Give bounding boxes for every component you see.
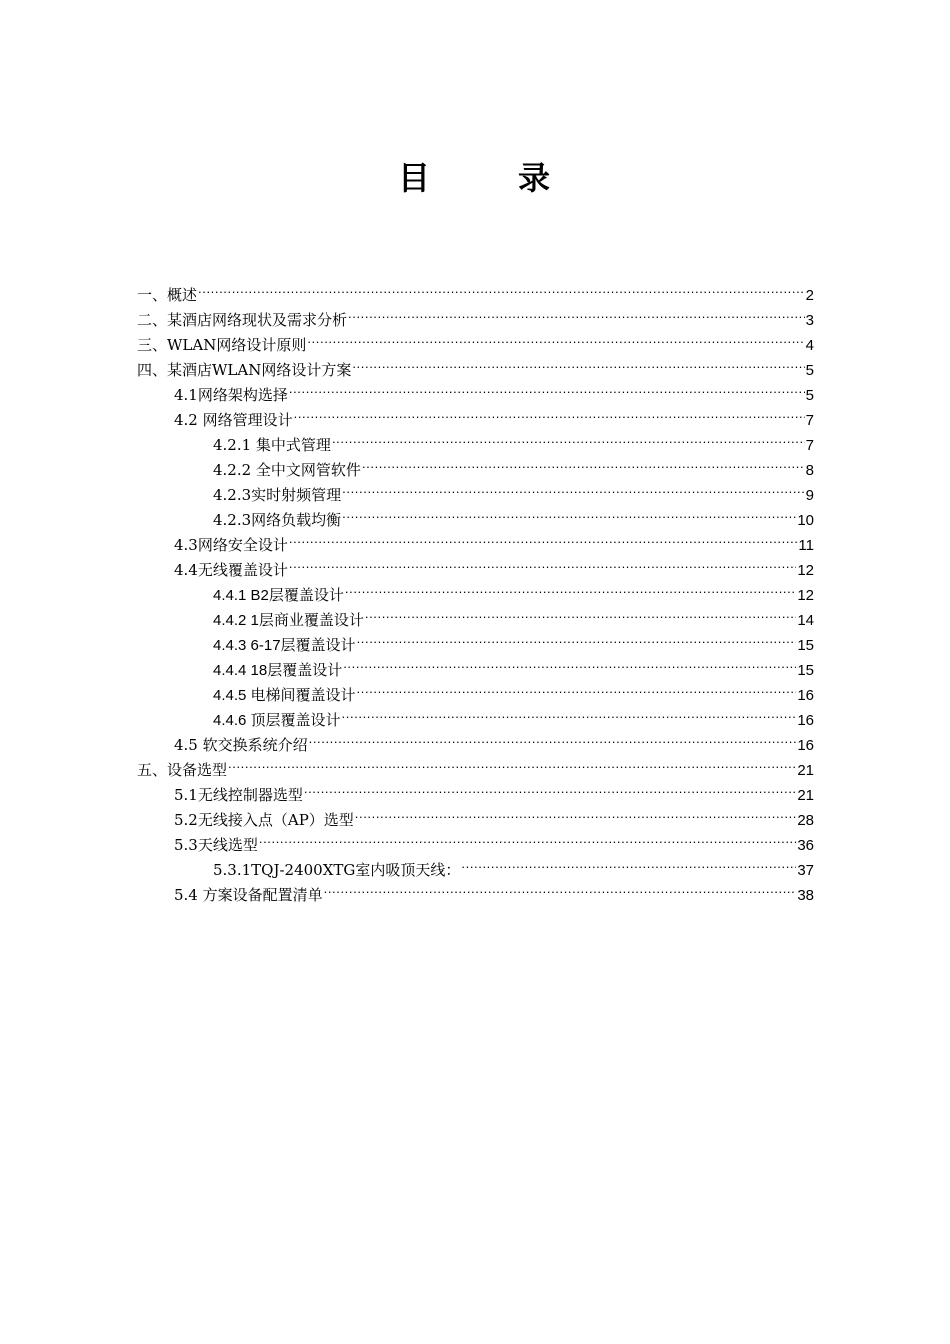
toc-dot-leader — [259, 825, 796, 850]
toc-entry-label: 4.2.2 全中文网管软件 — [213, 461, 361, 479]
toc-dot-leader — [357, 625, 797, 650]
toc-dot-leader — [355, 800, 797, 825]
toc-entry-page-number: 7 — [805, 437, 814, 454]
toc-entry-label: 5.2无线接入点（AP）选型 — [174, 811, 354, 829]
toc-entry-page-number: 5 — [805, 362, 814, 379]
toc-entry-page-number: 3 — [805, 312, 814, 329]
toc-entry-label: 4.2.3网络负载均衡 — [213, 511, 342, 529]
toc-entry-page-number: 21 — [797, 787, 814, 804]
toc-entry-page-number: 7 — [805, 412, 814, 429]
table-of-contents — [137, 275, 814, 904]
toc-entry[interactable] — [137, 750, 814, 779]
toc-entry-label: 5.4 方案设备配置清单 — [174, 886, 323, 904]
toc-entry-page-number: 8 — [805, 462, 814, 479]
toc-entry-label: 4.4无线覆盖设计 — [174, 561, 288, 579]
toc-entry-label: 4.4.6 顶层覆盖设计 — [213, 712, 341, 729]
toc-entry-label: 4.2.3实时射频管理 — [213, 486, 342, 504]
toc-entry-page-number: 12 — [797, 587, 814, 604]
toc-entry-label: 5.3天线选型 — [174, 836, 258, 854]
toc-dot-leader — [289, 525, 798, 550]
toc-entry-page-number: 14 — [797, 612, 814, 629]
toc-entry-page-number: 10 — [797, 512, 814, 529]
toc-entry-page-number: 11 — [798, 537, 814, 554]
toc-entry-label: 4.4.5 电梯间覆盖设计 — [213, 687, 356, 704]
toc-heading-char-2: 录 — [518, 159, 553, 197]
toc-dot-leader — [304, 775, 796, 800]
toc-dot-leader — [289, 550, 796, 575]
toc-entry-label: 4.4.4 18层覆盖设计 — [213, 662, 343, 679]
toc-entry-label: 4.4.2 1层商业覆盖设计 — [213, 612, 364, 629]
toc-entry-label: 4.4.1 B2层覆盖设计 — [213, 587, 344, 604]
toc-entry-label: 五、设备选型 — [137, 761, 228, 779]
toc-entry-page-number: 16 — [797, 737, 814, 754]
toc-entry-page-number: 2 — [805, 287, 814, 304]
toc-dot-leader — [309, 725, 797, 750]
toc-entry-label: 5.1无线控制器选型 — [174, 786, 303, 804]
toc-heading-char-1: 目 — [397, 159, 432, 197]
toc-entry-page-number: 5 — [805, 387, 814, 404]
toc-entry-label: 4.2 网络管理设计 — [174, 411, 293, 429]
toc-dot-leader — [365, 600, 796, 625]
toc-dot-leader — [198, 275, 805, 300]
toc-dot-leader — [342, 700, 797, 725]
toc-entry-label: 一、概述 — [137, 286, 198, 304]
toc-dot-leader — [345, 575, 796, 600]
toc-entry-label: 三、WLAN网络设计原则 — [137, 336, 307, 354]
toc-dot-leader — [294, 400, 805, 425]
toc-entry-label: 4.2.1 集中式管理 — [213, 436, 331, 454]
toc-entry[interactable] — [137, 775, 814, 804]
toc-entry-page-number: 36 — [797, 837, 814, 854]
toc-entry-label: 4.5 软交换系统介绍 — [174, 736, 308, 754]
toc-dot-leader — [342, 475, 804, 500]
toc-entry-page-number: 15 — [797, 637, 814, 654]
toc-entry-page-number: 12 — [797, 562, 814, 579]
toc-entry-page-number: 9 — [805, 487, 814, 504]
toc-entry-page-number: 38 — [797, 887, 814, 904]
toc-entry-label: 4.3网络安全设计 — [174, 536, 288, 554]
toc-dot-leader — [342, 500, 796, 525]
toc-entry-page-number: 37 — [797, 862, 814, 879]
toc-entry-label: 4.4.3 6-17层覆盖设计 — [213, 637, 356, 654]
toc-dot-leader — [362, 450, 805, 475]
toc-entry-label: 4.1网络架构选择 — [174, 386, 288, 404]
toc-dot-leader — [289, 375, 805, 400]
toc-dot-leader — [352, 350, 804, 375]
toc-dot-leader — [307, 325, 804, 350]
toc-dot-leader — [348, 300, 805, 325]
toc-dot-leader — [332, 425, 805, 450]
toc-dot-leader — [343, 650, 796, 675]
toc-dot-leader — [357, 675, 797, 700]
toc-entry[interactable] — [137, 300, 814, 329]
toc-entry-page-number: 21 — [797, 762, 814, 779]
toc-entry-label: 5.3.1TQJ-2400XTG室内吸顶天线： — [213, 861, 461, 879]
toc-entry[interactable] — [137, 275, 814, 304]
toc-heading — [0, 156, 950, 200]
toc-dot-leader — [461, 850, 796, 875]
toc-entry-page-number: 15 — [797, 662, 814, 679]
toc-entry-page-number: 28 — [797, 812, 814, 829]
toc-entry-label: 四、某酒店WLAN网络设计方案 — [137, 361, 352, 379]
toc-entry-label: 二、某酒店网络现状及需求分析 — [137, 311, 348, 329]
toc-dot-leader — [324, 875, 797, 900]
toc-dot-leader — [228, 750, 796, 775]
toc-entry-page-number: 16 — [797, 687, 814, 704]
toc-entry-page-number: 4 — [805, 337, 814, 354]
toc-entry-page-number: 16 — [797, 712, 814, 729]
